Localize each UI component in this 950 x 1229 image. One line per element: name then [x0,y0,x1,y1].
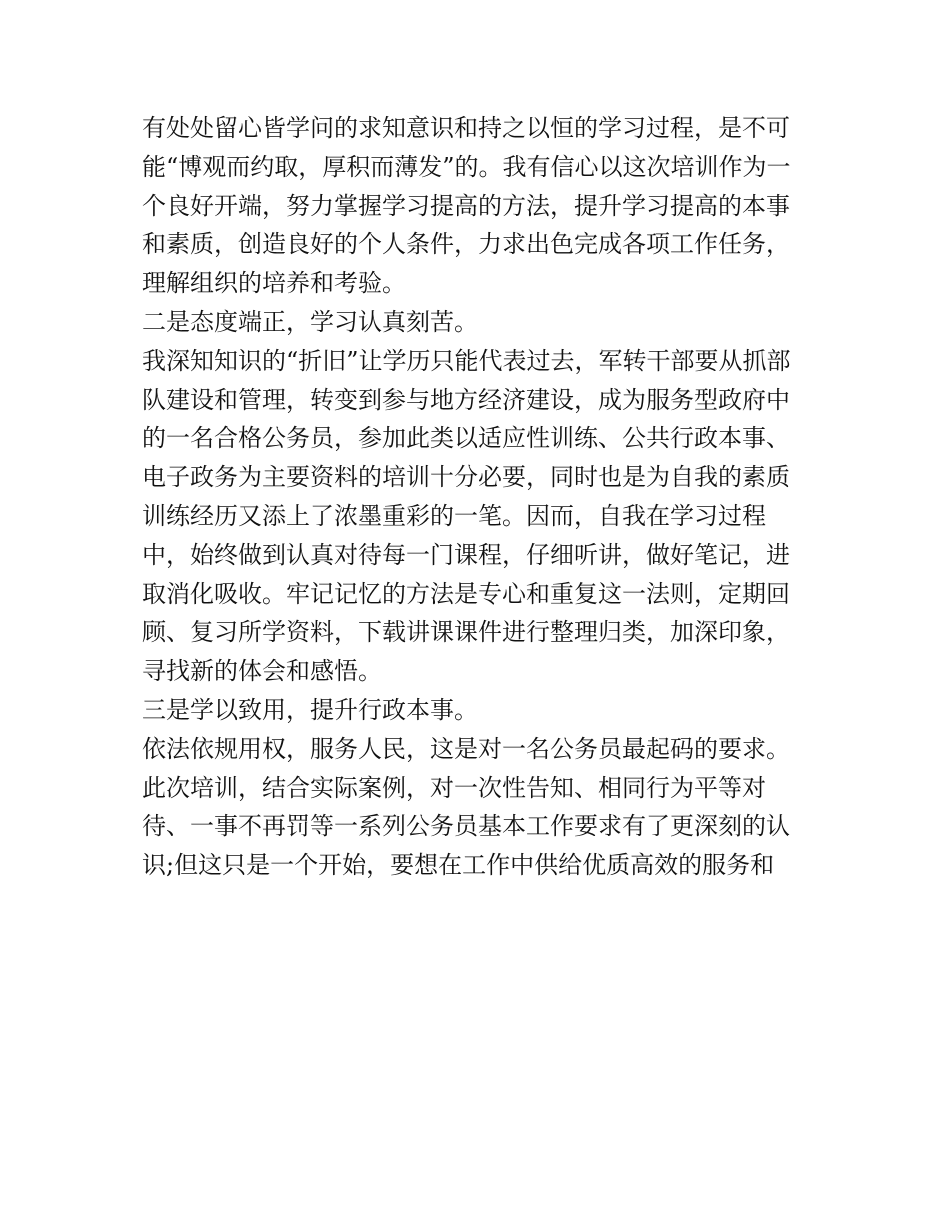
text-line: 能“博观而约取，厚积而薄发”的。我有信心以这次培训作为一 [142,152,791,181]
text-line: 依法依规用权，服务人民，这是对一名公务员最起码的要求。 [142,734,790,763]
text-line: 队建设和管理，转变到参与地方经济建设，成为服务型政府中 [142,385,790,414]
text-line: 识;但这只是一个开始，要想在工作中供给优质高效的服务和 [142,851,775,880]
text-line: 个良好开端，努力掌握学习提高的方法，提升学习提高的本事 [142,191,790,220]
text-line: 训练经历又添上了浓墨重彩的一笔。因而，自我在学习过程 [142,501,766,530]
text-line: 待、一事不再罚等一系列公务员基本工作要求有了更深刻的认 [142,812,790,841]
section-heading: 二是态度端正，学习认真刻苦。 [142,307,478,336]
text-line: 电子政务为主要资料的培训十分必要，同时也是为自我的素质 [142,463,790,492]
document-body [142,109,832,885]
text-line: 理解组织的培养和考验。 [142,269,406,298]
text-line: 有处处留心皆学问的求知意识和持之以恒的学习过程，是不可 [142,114,790,142]
text-line: 取消化吸收。牢记记忆的方法是专心和重复这一法则，定期回 [142,579,790,608]
text-line: 顾、复习所学资料，下载讲课课件进行整理归类，加深印象， [142,618,790,647]
section-heading: 三是学以致用，提升行政本事。 [142,695,478,724]
text-line: 寻找新的体会和感悟。 [142,657,382,686]
text-line: 的一名合格公务员，参加此类以适应性训练、公共行政本事、 [142,424,790,453]
text-line: 我深知知识的“折旧”让学历只能代表过去，军转干部要从抓部 [142,346,791,375]
text-line: 和素质，创造良好的个人条件，力求出色完成各项工作任务， [142,230,790,259]
text-line: 此次培训，结合实际案例，对一次性告知、相同行为平等对 [142,773,766,802]
text-line: 中，始终做到认真对待每一门课程，仔细听讲，做好笔记，进 [142,540,790,569]
